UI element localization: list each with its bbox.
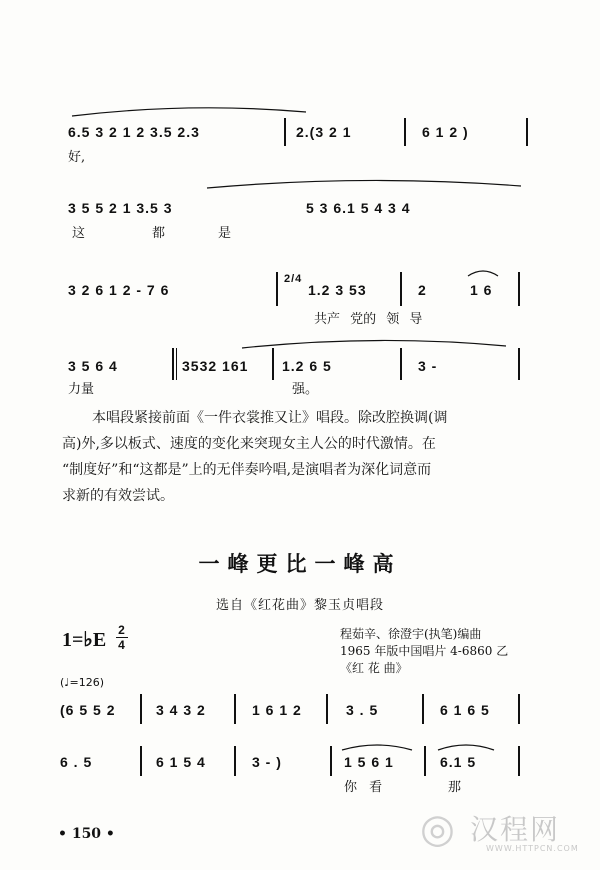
key-signature: 1=♭E: [62, 629, 107, 651]
score-line-3-notes: 3 2 6 1 2 - 7 6: [68, 282, 170, 298]
lyric: 共产 党的 领 导: [314, 312, 423, 327]
lyric: 力量: [68, 382, 95, 397]
barline: [518, 746, 520, 776]
song-subtitle: 选自《红花曲》黎玉贞唱段: [215, 598, 384, 613]
score-line-1-notes-3: 6 1 2 ): [422, 124, 469, 140]
credit-album: 《红 花 曲》: [340, 661, 408, 675]
score2-measure: 6 1 6 5: [440, 702, 490, 718]
barline: [276, 272, 278, 306]
tempo-marking: (♩=126): [60, 676, 104, 689]
lyric: 强。: [292, 382, 319, 397]
barline: [526, 118, 528, 146]
lyric: 是: [218, 226, 232, 241]
score2-measure: 1 5 6 1: [344, 754, 394, 770]
barline: [172, 348, 174, 380]
score2-measure: 6 1 5 4: [156, 754, 206, 770]
time-bottom: 4: [118, 638, 126, 652]
song-title: 一峰更比一峰高: [198, 551, 402, 576]
barline: [404, 118, 406, 146]
lyric: 那: [448, 780, 462, 795]
score-line-4-notes-4: 3 -: [418, 358, 438, 374]
score2-measure: 6.1 5: [440, 754, 477, 770]
watermark-url: WWW.HTTPCN.COM: [486, 844, 579, 853]
paragraph-line: 本唱段紧接前面《一件衣裳推又让》唱段。除改腔换调(调: [92, 410, 448, 426]
score-line-2-notes-2: 5 3 6.1 5 4 3 4: [306, 200, 411, 216]
barline: [284, 118, 286, 146]
barline: [518, 348, 520, 380]
barline: [234, 746, 236, 776]
score-line-3-notes-3: 2: [418, 282, 427, 298]
page-number: • 150 •: [58, 826, 115, 842]
time-top: 2: [118, 623, 126, 637]
score-line-4-notes-2: 3532 161: [182, 358, 249, 374]
lyric: 这: [72, 226, 86, 241]
barline: [272, 348, 274, 380]
phrase-slur: [240, 336, 510, 350]
score-line-3-notes-2: 1.2 3 53: [308, 282, 367, 298]
slur: [340, 740, 414, 752]
lyric: 都: [152, 226, 166, 241]
score2-measure: 3 . 5: [346, 702, 379, 718]
barline: [234, 694, 236, 724]
score2-measure: 6 . 5: [60, 754, 93, 770]
barline: [400, 348, 402, 380]
paragraph-line: 求新的有效尝试。: [62, 488, 174, 504]
score2-measure: 3 - ): [252, 754, 282, 770]
score2-measure: 1 6 1 2: [252, 702, 302, 718]
phrase-slur: [70, 104, 310, 118]
barline: [326, 694, 328, 724]
barline: [518, 694, 520, 724]
barline: [424, 746, 426, 776]
credit-record: 1965 年版中国唱片 4-6860 乙: [340, 644, 509, 658]
lyric: 你 看: [344, 780, 383, 795]
phrase-slur: [205, 176, 525, 190]
barline: [400, 272, 402, 306]
score-line-3-notes-4: 1 6: [470, 282, 493, 298]
slur: [436, 740, 496, 752]
time-signature: 2/4: [284, 273, 303, 285]
credit-arrangers: 程茹辛、徐澄宇(执笔)编曲: [340, 627, 482, 641]
barline: [518, 272, 520, 306]
score-line-1-notes: 6.5 3 2 1 2 3.5 2.3: [68, 124, 200, 140]
barline: [140, 694, 142, 724]
watermark-logo-icon: ◎: [420, 806, 455, 852]
barline: [422, 694, 424, 724]
barline: [330, 746, 332, 776]
score-line-4-notes: 3 5 6 4: [68, 358, 118, 374]
watermark-text: 汉程网: [470, 813, 561, 846]
barline: [140, 746, 142, 776]
paragraph-line: 高)外,多以板式、速度的变化来突现女主人公的时代激情。在: [62, 436, 436, 452]
slur: [466, 266, 500, 278]
barline: [176, 348, 177, 380]
time-signature: [116, 624, 128, 651]
score-line-1-notes-2: 2.(3 2 1: [296, 124, 352, 140]
score2-measure: 3 4 3 2: [156, 702, 206, 718]
lyric: 好,: [68, 150, 86, 165]
score-line-2-notes: 3 5 5 2 1 3.5 3: [68, 200, 173, 216]
paragraph-line: “制度好”和“这都是”上的无伴奏吟唱,是演唱者为深化词意而: [62, 462, 432, 478]
score2-measure: (6 5 5 2: [60, 702, 116, 718]
score-line-4-notes-3: 1.2 6 5: [282, 358, 332, 374]
